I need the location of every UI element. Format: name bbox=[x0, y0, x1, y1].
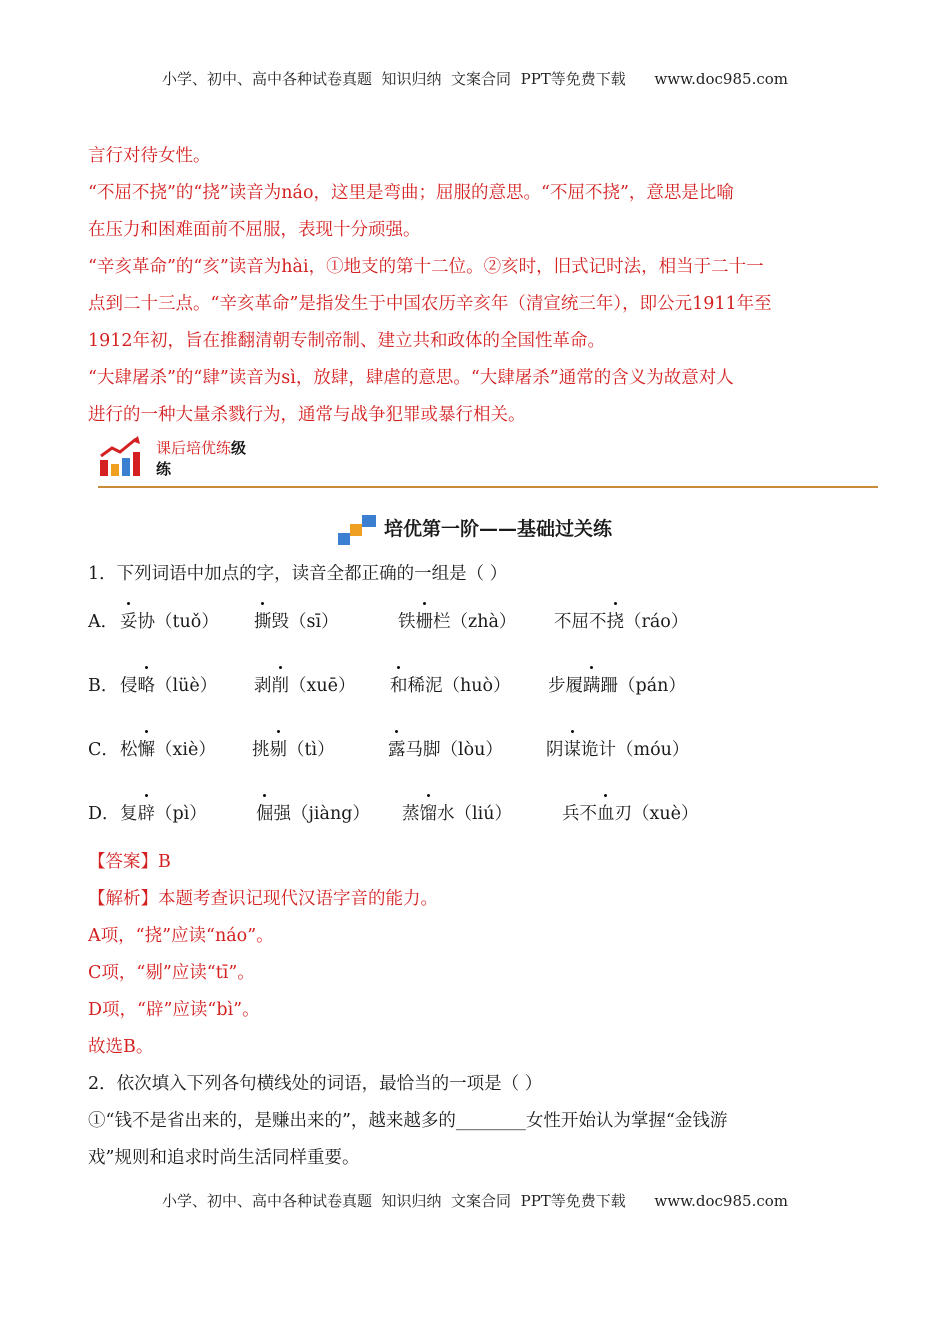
dotted-char: 略 bbox=[138, 672, 156, 697]
option-item: 撕毁（sī） bbox=[254, 608, 339, 633]
option-item: 妥协（tuǒ） bbox=[120, 608, 219, 633]
dotted-char: 懈 bbox=[138, 736, 156, 761]
option-item: 和稀泥（huò） bbox=[390, 672, 511, 697]
explanation-line: 1912年初，旨在推翻清朝专制帝制、建立共和政体的全国性革命。 bbox=[88, 331, 606, 351]
banner-title-black-2: 练 bbox=[156, 460, 172, 478]
option-item: 侵略（lüè） bbox=[120, 672, 217, 697]
section-banner bbox=[98, 436, 878, 488]
banner-title-black: 级 bbox=[231, 439, 247, 457]
explanation-line: “大肆屠杀”的“肆”读音为sì，放肆，肆虐的意思。“大肆屠杀”通常的含义为故意对人 bbox=[88, 368, 734, 388]
analysis-line: D项，“辟”应读“bì”。 bbox=[88, 1000, 260, 1020]
explanation-block bbox=[88, 138, 868, 434]
option-item: 不屈不挠（ráo） bbox=[554, 608, 688, 633]
dotted-char: 馏 bbox=[420, 800, 438, 825]
dotted-char: 倔 bbox=[256, 800, 274, 825]
dotted-char: 撕 bbox=[254, 608, 272, 633]
dotted-char: 妥 bbox=[120, 608, 138, 633]
option-item: 步履蹒跚（pán） bbox=[548, 672, 686, 697]
option-item: 挑剔（tì） bbox=[252, 736, 335, 761]
dotted-char: 和 bbox=[390, 672, 408, 697]
analysis bbox=[88, 881, 868, 918]
question-2-stem: 2．依次填入下列各句横线处的词语，最恰当的一项是（ ） bbox=[88, 1074, 543, 1094]
option-item: 兵不血刃（xuè） bbox=[562, 800, 699, 825]
explanation-line: 言行对待女性。 bbox=[88, 146, 211, 166]
question-2-line: 戏”规则和追求时尚生活同样重要。 bbox=[88, 1148, 360, 1168]
analysis-line: A项，“挠”应读“náo”。 bbox=[88, 926, 274, 946]
dotted-char: 血 bbox=[597, 800, 615, 825]
option-item: 蒸馏水（liú） bbox=[402, 800, 512, 825]
dotted-char: 挠 bbox=[607, 608, 625, 633]
question-2-line: ①“钱不是省出来的，是赚出来的”，越来越多的________女性开始认为掌握“金钱游 bbox=[88, 1111, 728, 1131]
explanation-line: “辛亥革命”的“亥”读音为hài，①地支的第十二位。②亥时，旧式记时法，相当于二十一 bbox=[88, 257, 764, 277]
section-title-text: 培优第一阶——基础过关练 bbox=[383, 518, 612, 540]
dotted-char: 剔 bbox=[270, 736, 288, 761]
dotted-char: 蹒 bbox=[583, 672, 601, 697]
option-item: 露马脚（lòu） bbox=[388, 736, 503, 761]
option-label: D． bbox=[88, 804, 120, 824]
stairs-icon bbox=[338, 515, 378, 545]
option-item: 阴谋诡计（móu） bbox=[546, 736, 689, 761]
option-label: B． bbox=[88, 676, 119, 696]
explanation-line: 点到二十三点。“辛亥革命”是指发生于中国农历辛亥年（清宣统三年），即公元1911年至 bbox=[88, 294, 772, 314]
explanation-line: 在压力和困难面前不屈服，表现十分顽强。 bbox=[88, 220, 421, 240]
dotted-char: 谋 bbox=[564, 736, 582, 761]
option-item: 剥削（xuē） bbox=[254, 672, 356, 697]
analysis-line: 故选B。 bbox=[88, 1037, 154, 1057]
option-label: A． bbox=[88, 612, 119, 632]
answer-block bbox=[88, 844, 868, 1066]
dotted-char: 削 bbox=[272, 672, 290, 697]
option-item: 复辟（pì） bbox=[120, 800, 207, 825]
option-label: C． bbox=[88, 740, 119, 760]
analysis-line: C项，“剔”应读“tī”。 bbox=[88, 963, 255, 983]
explanation-line: “不屈不挠”的“挠”读音为náo，这里是弯曲；屈服的意思。“不屈不挠”，意思是比喻 bbox=[88, 183, 734, 203]
explanation-line: 进行的一种大量杀戮行为，通常与战争犯罪或暴行相关。 bbox=[88, 405, 526, 425]
page-footer: 小学、初中、高中各种试卷真题 知识归纳 文案合同 PPT等免费下载 www.doc985.com bbox=[161, 1192, 788, 1210]
option-item: 铁栅栏（zhà） bbox=[398, 608, 516, 633]
question-2 bbox=[88, 1066, 868, 1177]
section-title bbox=[0, 514, 950, 545]
analysis-label: 【解析】 bbox=[88, 889, 158, 909]
option-item: 松懈（xiè） bbox=[120, 736, 216, 761]
banner-title bbox=[156, 438, 246, 480]
option-item: 倔强（jiàng） bbox=[256, 800, 370, 825]
question-1-stem: 1．下列词语中加点的字，读音全都正确的一组是（ ） bbox=[88, 564, 508, 584]
dotted-char: 露 bbox=[388, 736, 406, 761]
analysis-text: 本题考查识记现代汉语字音的能力。 bbox=[158, 889, 438, 909]
bar-chart-icon bbox=[98, 436, 142, 478]
page-header: 小学、初中、高中各种试卷真题 知识归纳 文案合同 PPT等免费下载 www.doc985.com bbox=[161, 70, 788, 88]
dotted-char: 辟 bbox=[138, 800, 156, 825]
banner-title-red: 课后培优练 bbox=[156, 439, 232, 457]
banner-divider bbox=[98, 486, 878, 488]
dotted-char: 栅 bbox=[416, 608, 434, 633]
answer: 【答案】B bbox=[88, 852, 171, 872]
